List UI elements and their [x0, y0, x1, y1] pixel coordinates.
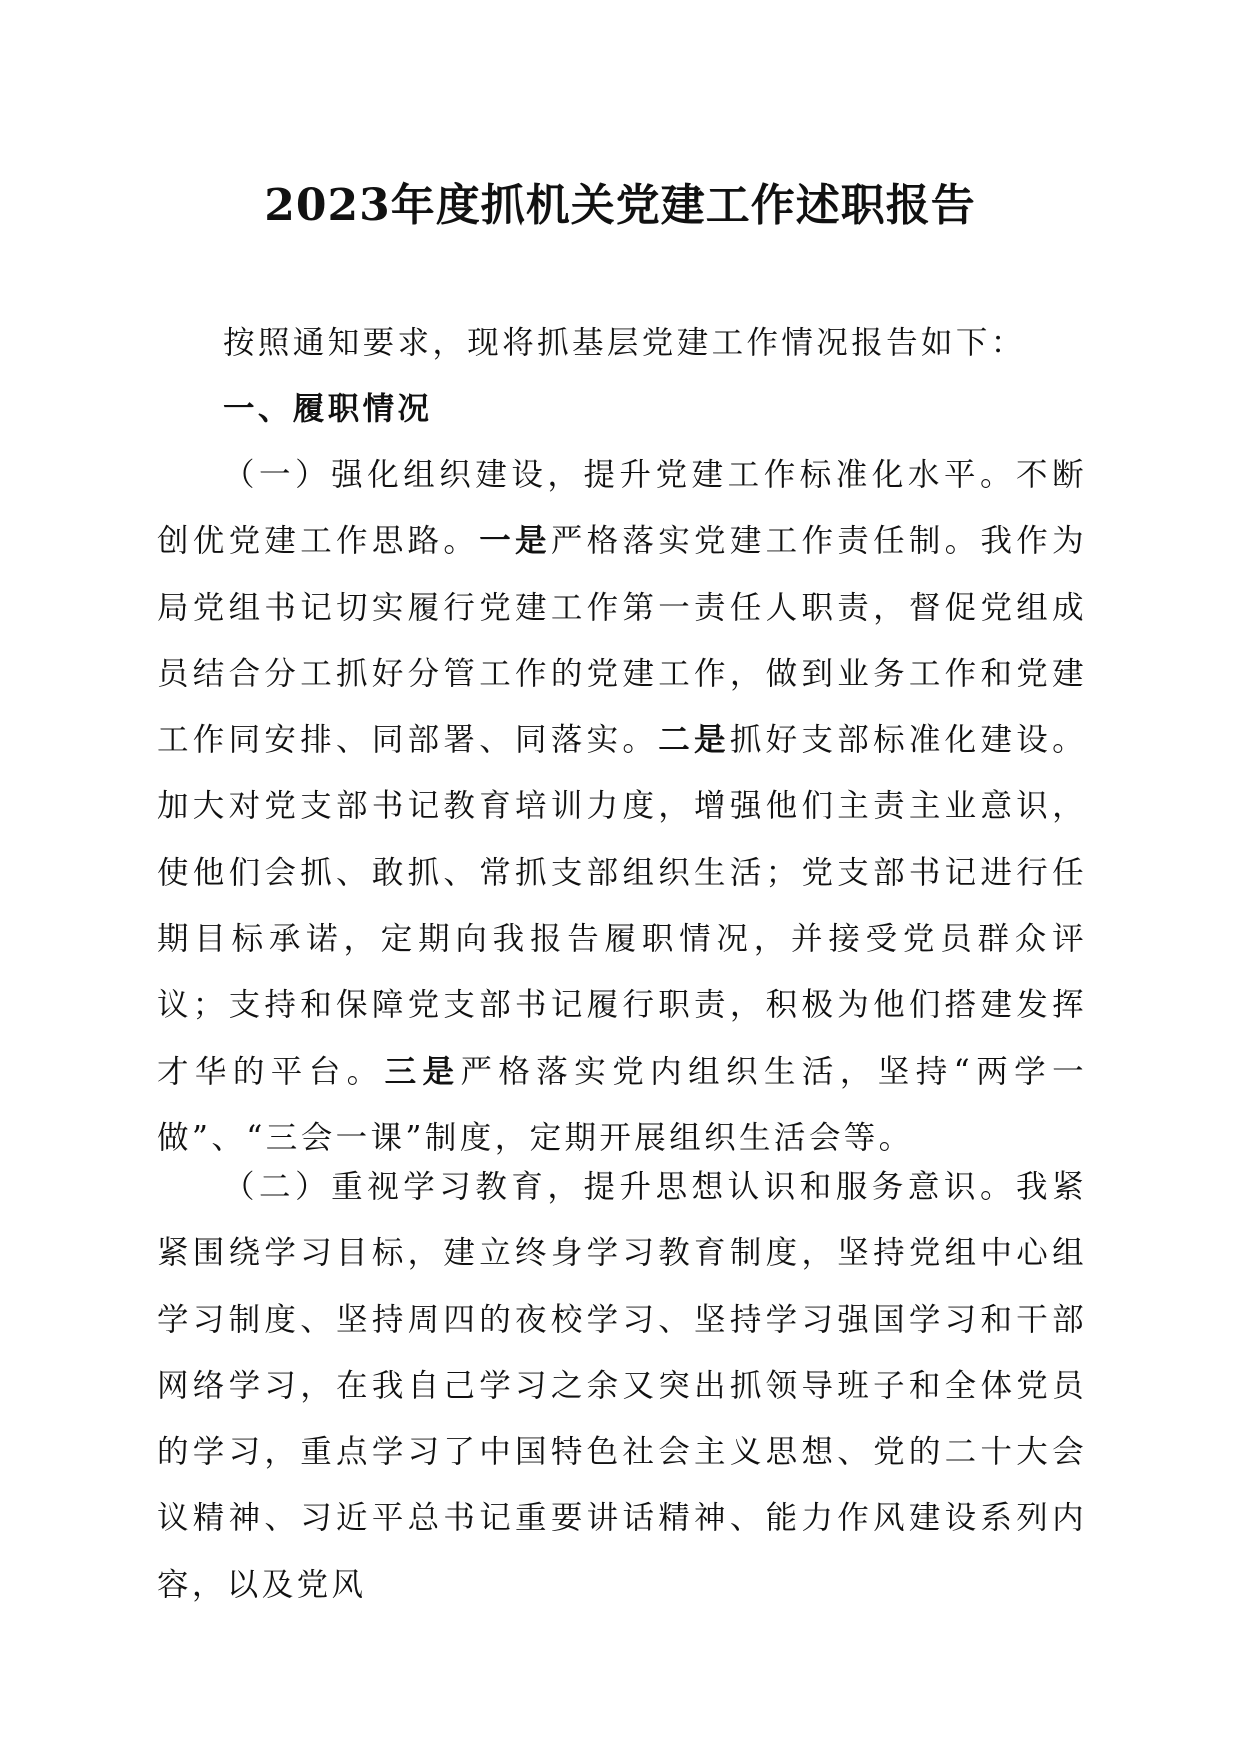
lead-in-third: 三是: [384, 1053, 461, 1090]
lead-in-first: 一是: [479, 523, 551, 560]
section-heading: 一、履职情况: [223, 391, 433, 427]
paragraph-study-education: （二）重视学习教育，提升思想认识和服务意识。我紧紧围绕学习目标，建立终身学习教育制度，坚持党组中心组学习制度、坚持周四的夜校学习、坚持学习强国学习和干部网络学习，在我自己学习之余又突出抓领导班子和全体党员的学习，重点学习了中国特色社会主义思想、党的二十大会议精神、习近平总书记重要讲话精神、能力作风建设系列内容，以及党风: [157, 1169, 1087, 1603]
document-title: 2023年度抓机关党建工作述职报告: [264, 180, 976, 231]
lead-in-second: 二是: [658, 722, 730, 759]
paragraph-organization-building: [157, 442, 1087, 1171]
paragraph-text: （一）强化组织建设，提升党建工作标准化水平。不断创优党建工作思路。: [157, 457, 1087, 560]
paragraph-text: 抓好支部标准化建设。加大对党支部书记教育培训力度，增强他们主责主业意识，使他们会抓、敢抓、常抓支部组织生活；党支部书记进行任期目标承诺，定期向我报告履职情况，并接受党员群众评议；支持和保障党支部书记履行职责，积极为他们搭建发挥才华的平台。: [157, 722, 1087, 1090]
paragraph-text: 严格落实党建工作责任制。我作为局党组书记切实履行党建工作第一责任人职责，督促党组成员结合分工抓好分管工作的党建工作，做到业务工作和党建工作同安排、同部署、同落实。: [157, 523, 1087, 759]
intro-paragraph: 按照通知要求，现将抓基层党建工作情况报告如下：: [223, 325, 1026, 361]
paragraph-text: 严格落实党内组织生活，坚持“两学一做”、“三会一课”制度，定期开展组织生活会等。: [157, 1053, 1087, 1156]
